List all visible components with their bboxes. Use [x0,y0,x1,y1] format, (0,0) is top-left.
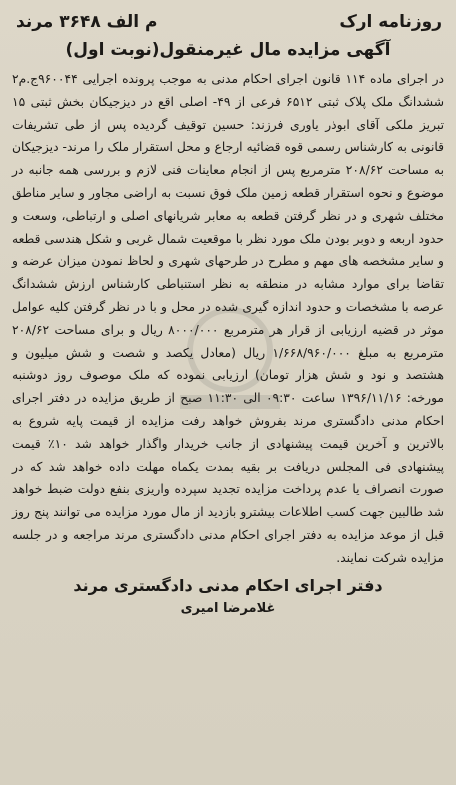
notice-title: آگهی مزایده مال غیرمنقول(نوبت اول) [65,40,391,60]
signatory-name: غلامرضا امیری [180,600,276,616]
notice-body: در اجرای ماده ۱۱۴ قانون اجرای احکام مدنی به موجب پرونده اجرایی ۹۶۰۰۴۴ج.م۲ ششدانگ ملک پلاک ثبتی ۶۵۱۲ فرعی از ۴۹- اصلی اقع در دیزجیکان بخش ثبتی ۱۵ تبریز ملکی آقای ابوذر یاوری فرزند: حسین توقیف گردیده پس از طی تشریفات قانونی به کارشناس رسمی قوه قضائیه ارجاع و محل استقرار ملک را مرند- دیزجیکان به مساحت ۲۰۸/۶۲ مترمربع پس از انجام معاینات فنی لازم و بررسی همه جانبه در موضوع و نحوه استقرار قطعه زمین ملک فوق نسبت به اراضی مجاور و سایر مناطق مختلف شهری و در نظر گرفتن قطعه به معابر شریانهای اصلی و ارتباطی، وسعت و حدود اربعه و دوبر بودن ملک مورد نظر با موقعیت شمال غربی و شکل هندسی قطعه و سایر مشخصه های مهم و مطرح در طرحهای شهری و لحاظ نمودن میزان عرضه و تقاضا برای موارد مشابه در منطقه به نظر استنباطی کارشناس ارزش ششدانگ عرصه با مشخصات و حدود اندازه گیری شده در محل و با در نظر گرفتن کلیه عوامل موثر در قضیه ارزیابی از قرار هر مترمربع ۸۰۰۰/۰۰۰ ریال و برای مساحت ۲۰۸/۶۲ مترمربع به مبلغ ۱/۶۶۸/۹۶۰/۰۰۰ ریال (معادل یکصد و شصت و شش میلیون و هشتصد و نود و شش هزار تومان) ارزیابی نموده که ملک موصوف روز دوشنبه مورخه: ۱۳۹۶/۱۱/۱۶ ساعت ۰۹:۳۰ الی ۱۱:۳۰ صبح از طریق مزایده در دفتر اجرای احکام مدنی دادگستری مرند بفروش خواهد رفت مزایده از قیمت پایه شروع به بالاترین و آخرین قیمت پیشنهادی از جانب خریدار واگذار خواهد شد ۱۰٪ قیمت پیشنهادی فی المجلس دریافت بر بقیه بمدت یکماه مهلت داده خواهد شد که در صورت انصراف یا عدم پرداخت مزایده تجدید سپرده واریزی بنفع دولت ضبط خواهد شد طالبین جهت کسب اطلاعات بیشترو بازدید از مال مورد مزایده می توانند پنج روز قبل از موعد مزایده به دفتر اجرای احکام مدنی دادگستری مرند مراجعه و در جلسه مزایده شرکت نمایند. [12,72,445,565]
header-row [16,10,442,34]
newspaper-name: روزنامه ارک [339,12,442,32]
signing-office: دفتر اجرای احکام مدنی دادگستری مرند [73,575,383,595]
notice-code: م الف ۳۶۴۸ مرند [16,12,158,32]
